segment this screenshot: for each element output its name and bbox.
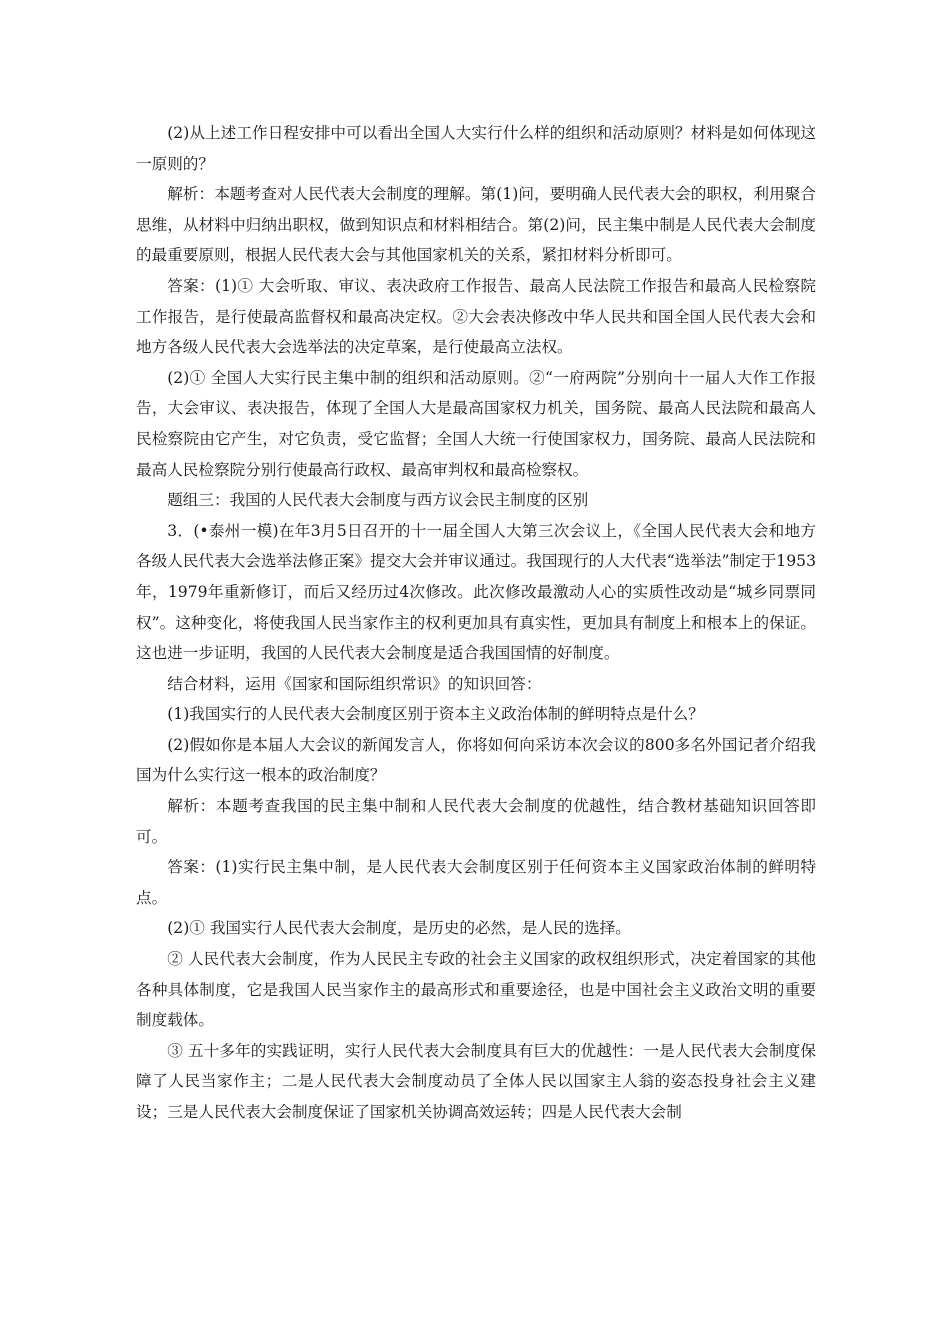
answer-3-part-2-point-3: ③ 五十多年的实践证明，实行人民代表大会制度具有巨大的优越性：一是人民代表大会制度保障了人民当家作主；二是人民代表大会制度动员了全体人民以国家主人翁的姿态投身社会主义建设；三是人民代表大会制度保证了国家机关协调高效运转；四是人民代表大会制	[136, 1041, 816, 1121]
question-3-instruction: 结合材料，运用《国家和国际组织常识》的知识回答：	[167, 674, 542, 693]
document-body	[136, 118, 816, 1128]
question-3-part-2: (2)假如你是本届人大会议的新闻发言人，你将如何向采访本次会议的800多名外国记者介绍我国为什么实行这一根本的政治制度？	[136, 735, 816, 785]
analysis-paragraph: 解析：本题考查对人民代表大会制度的理解。第(1)问，要明确人民代表大会的职权，利用聚合思维，从材料中归纳出职权，做到知识点和材料相结合。第(2)问，民主集中制是人民代表大会制度的最重要原则，根据人民代表大会与其他国家机关的关系，紧扣材料分析即可。	[136, 185, 816, 265]
section-heading: 题组三：我国的人民代表大会制度与西方议会民主制度的区别	[167, 491, 589, 510]
answer-part-2: (2)① 全国人大实行民主集中制的组织和活动原则。②“一府两院”分别向十一届人大作工作报告，大会审议、表决报告，体现了全国人大是最高国家权力机关，国务院、最高人民法院和最高人民检察院由它产生，对它负责，受它监督；全国人大统一行使国家权力，国务院、最高人民法院和最高人民检察院分别行使最高行政权、最高审判权和最高检察权。	[136, 368, 816, 479]
answer-part-1: 答案：(1)① 大会听取、审议、表决政府工作报告、最高人民法院工作报告和最高人民检察院工作报告，是行使最高监督权和最高决定权。②大会表决修改中华人民共和国全国人民代表大会和地方各级人民代表大会选举法的决定草案，是行使最高立法权。	[136, 276, 816, 357]
analysis-paragraph-3: 解析：本题考查我国的民主集中制和人民代表大会制度的优越性，结合教材基础知识回答即可。	[136, 797, 816, 846]
question-part-2: (2)从上述工作日程安排中可以看出全国人大实行什么样的组织和活动原则？材料是如何体现这一原则的？	[136, 124, 816, 173]
answer-3-part-2-point-1: (2)① 我国实行人民代表大会制度，是历史的必然，是人民的选择。	[167, 919, 631, 938]
question-3-material: 3．(•泰州一模)在年3月5日召开的十一届全国人大第三次会议上，《全国人民代表大会和地方各级人民代表大会选举法修正案》提交大会并审议通过。我国现行的人大代表“选举法”制定于1953年，1979年重新修订，而后又经历过4次修改。此次修改最激动人心的实质性改动是“城乡同票同权”。这种变化，将使我国人民当家作主的权利更加具有真实性，更加具有制度上和根本上的保证。这也进一步证明，我国的人民代表大会制度是适合我国国情的好制度。	[136, 521, 816, 663]
answer-3-part-1: 答案：(1)实行民主集中制，是人民代表大会制度区别于任何资本主义国家政治体制的鲜明特点。	[136, 858, 816, 907]
answer-3-part-2-point-2: ② 人民代表大会制度，作为人民民主专政的社会主义国家的政权组织形式，决定着国家的其他各种具体制度，它是我国人民当家作主的最高形式和重要途径，也是中国社会主义政治文明的重要制度载体。	[136, 950, 816, 1030]
question-3-part-1: (1)我国实行的人民代表大会制度区别于资本主义政治体制的鲜明特点是什么？	[167, 705, 704, 724]
